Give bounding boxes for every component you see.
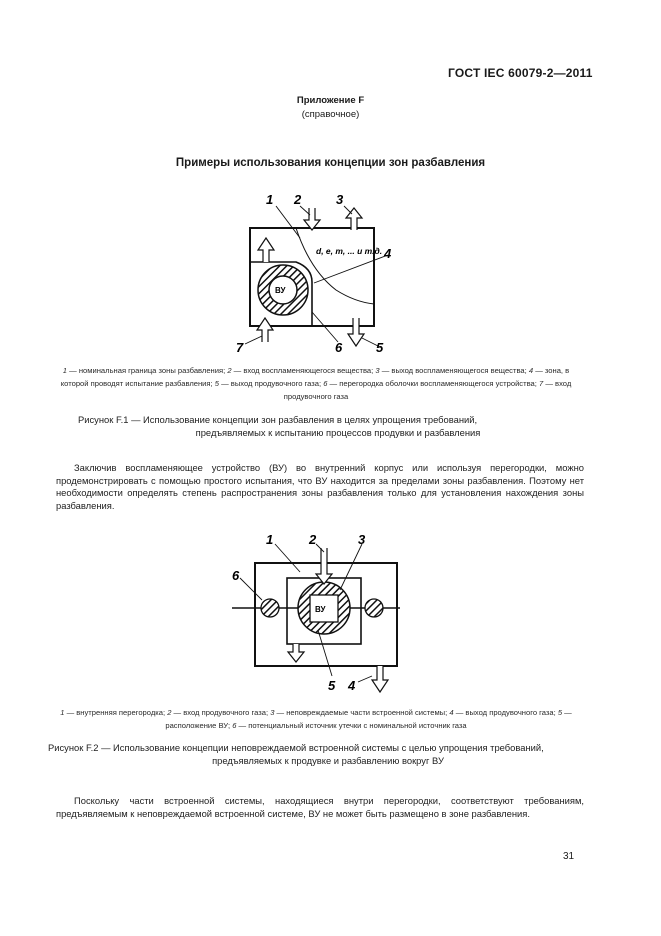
fig1-purge-outlet-arrow: [348, 318, 364, 346]
fig1-zone-text: d, e, m, ... и т.д.: [316, 246, 383, 256]
fig1-label-4: 4: [384, 246, 392, 261]
figure1-caption-line1: Рисунок F.1 — Использование концепции зон разбавления в целях упрощения требований,: [78, 414, 478, 425]
figure2-legend: 1 — внутренняя перегородка; 2 — вход продувочного газа; 3 — неповреждаемые части встроенной системы; 4 — выход продувочного газа; 5 — расположение ВУ; 6 — потенциальный источник утечки с номинальной источник газа: [60, 708, 572, 730]
appendix-subtitle: (справочное): [301, 109, 360, 120]
fig2-inner-exit-arrow: [288, 644, 304, 662]
fig2-leak-right: [365, 599, 383, 617]
fig2-label-3: 3: [358, 532, 366, 547]
fig1-label-2: 2: [294, 192, 302, 207]
page-number: 31: [563, 851, 575, 862]
paragraph-1: Заключив воспламеняющее устройство (ВУ) во внутренний корпус или используя перегородки, можно продемонстрировать с помощью простого испытания, что ВУ находится за пределами зоны разбавления. Поэтому нет необходимости определять степень распространения зоны разбавления только для установления нахождения зоны разбавления.: [56, 462, 584, 511]
fig1-device-label: ВУ: [275, 286, 286, 295]
fig2-leak-left: [261, 599, 279, 617]
fig1-outlet-arrow: [346, 208, 362, 230]
fig1-label-6: 6: [335, 340, 343, 355]
fig2-label-1: 1: [266, 532, 274, 547]
fig1-purge-inlet-arrow: [257, 318, 273, 342]
fig1-label-3: 3: [336, 192, 344, 207]
fig2-label-4: 4: [348, 678, 356, 693]
figure2-caption-line1: Рисунок F.2 — Использование концепции неповреждаемой встроенной системы с целью упрощения требований,: [48, 742, 544, 753]
figure2-caption: [48, 741, 608, 767]
fig2-label-5: 5: [328, 678, 336, 693]
section-title: Примеры использования концепции зон разбавления: [175, 157, 486, 169]
figure1-caption-line2: предъявляемых к испытанию процессов продувки и разбавления: [195, 427, 481, 438]
figure1-caption: [78, 413, 598, 439]
appendix-title: Приложение F: [296, 95, 365, 106]
standard-number: ГОСТ IEC 60079-2—2011: [448, 66, 593, 80]
figure2-caption-line2: предъявляемых к продувке и разбавлению вокруг ВУ: [212, 755, 444, 766]
fig2-label-6: 6: [232, 568, 240, 583]
fig2-purge-outlet-arrow: [372, 666, 388, 692]
figure1-legend: 1 — номинальная граница зоны разбавления; 2 — вход воспламеняющегося вещества; 3 — выход воспламеняющегося вещества; 4 — зона, в которой проводят испытание разбавления; 5 — выход продувочного газа; 6 — перегородка оболочки воспламеняющегося устройства; 7 — вход продувочного газа: [60, 366, 572, 401]
fig1-purge-up-arrow: [258, 238, 274, 262]
fig1-label-7: 7: [236, 340, 244, 355]
fig1-label-1: 1: [266, 192, 274, 207]
paragraph-2: Поскольку части встроенной системы, находящиеся внутри перегородки, соответствуют требованиям, предъявляемым к неповреждаемой встроенной системе, ВУ не может быть размещено в зоне разбавления.: [56, 795, 584, 819]
fig2-device-label: ВУ: [315, 605, 326, 614]
fig1-label-5: 5: [376, 340, 384, 355]
fig2-label-2: 2: [309, 532, 317, 547]
